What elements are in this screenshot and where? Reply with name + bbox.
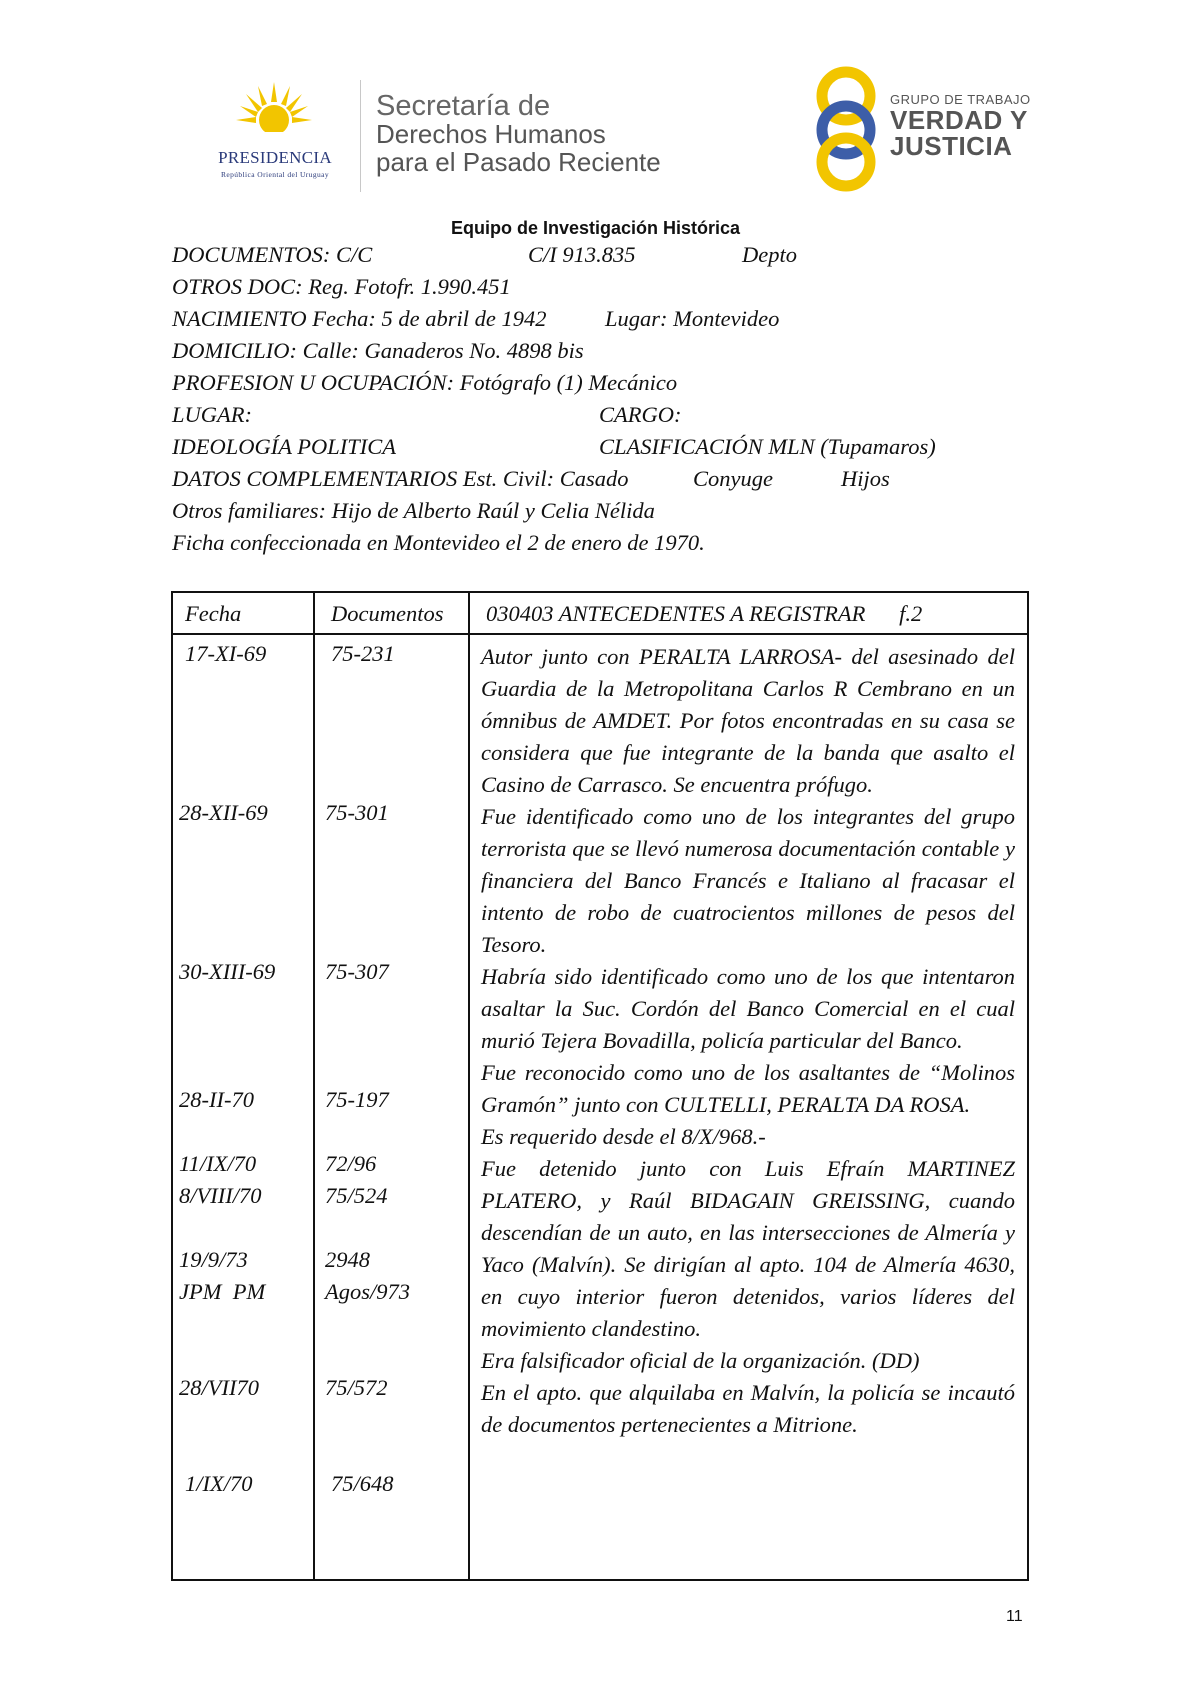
field-profesion xyxy=(172,370,1072,402)
field-otros-doc xyxy=(172,274,1072,306)
documento-item: 75/648 xyxy=(331,1471,394,1496)
grupo-title xyxy=(890,92,1031,159)
antecedente-paragraph: Fue reconocido como uno de los asaltantes de “Molinos Gramón” junto con CULTELLI, PERALTA DA ROSA. xyxy=(481,1060,1015,1117)
page-number: 11 xyxy=(1006,1608,1023,1625)
ficha-text: Ficha confeccionada en Montevideo el 2 de enero de 1970. xyxy=(172,530,705,555)
antecedentes-text xyxy=(470,635,1027,1441)
field-nacimiento xyxy=(172,306,1072,338)
secretaria-line-3: para el Pasado Reciente xyxy=(376,147,661,177)
antecedente-paragraph: Fue detenido junto con Luis Efraín MARTINEZ PLATERO, y Raúl BIDAGAIN GREISSING, cuando descendían de un auto, en las intersecciones de Almería y Yaco (Malvín). Se dirigían al apto. 104 de Almería 4630, en cuyo interior fueron detenidos, varios líderes del movimiento clandestino. xyxy=(481,1156,1015,1341)
fecha-item: 28-II-70 xyxy=(179,1087,254,1112)
cargo-label: CARGO: xyxy=(599,402,682,427)
field-otros-familiares xyxy=(172,498,1072,530)
secretaria-line-2: Derechos Humanos xyxy=(376,119,606,149)
grupo-line-1: GRUPO DE TRABAJO xyxy=(890,92,1031,107)
documento-item: 72/96 xyxy=(325,1151,377,1176)
fecha-item: 30-XIII-69 xyxy=(179,959,276,984)
header-antecedentes-cell xyxy=(469,592,1028,634)
personal-data-fields xyxy=(172,242,1072,562)
documento-item: 2948 xyxy=(325,1247,370,1272)
fechas-column xyxy=(172,634,314,1580)
documentos-label: DOCUMENTOS: C/C xyxy=(172,242,373,267)
grupo-line-3: JUSTICIA xyxy=(890,131,1013,161)
antecedente-paragraph: Era falsificador oficial de la organización. (DD) xyxy=(481,1348,920,1373)
presidencia-subtitle: República Oriental del Uruguay xyxy=(220,170,329,179)
team-title: Equipo de Investigación Histórica xyxy=(450,218,741,238)
ideologia-label: IDEOLOGÍA POLITICA xyxy=(172,434,396,459)
table-header-row xyxy=(172,592,1028,634)
presidencia-logo xyxy=(196,80,354,204)
field-ficha xyxy=(172,530,1072,562)
grupo-line-2: VERDAD Y xyxy=(890,105,1028,135)
fecha-item: 8/VIII/70 xyxy=(179,1183,262,1208)
fecha-item: 28/VII70 xyxy=(179,1375,259,1400)
header-divider xyxy=(360,80,361,192)
datos-complementarios-label: DATOS COMPLEMENTARIOS Est. Civil: Casado xyxy=(172,466,629,491)
secretaria-title xyxy=(376,92,661,176)
documentos-ci: C/I 913.835 xyxy=(528,242,636,267)
documento-item: 75-307 xyxy=(325,959,389,984)
documento-item: 75-301 xyxy=(325,800,389,825)
antecedente-paragraph: Fue identificado como uno de los integrantes del grupo terrorista que se llevó numerosa documentación contable y financiera del Banco Francés e Italiano al fracasar el intento de robo de cuatrocientos millones de pesos del Tesoro. xyxy=(481,804,1015,957)
header-documentos: Documentos xyxy=(331,601,444,626)
field-documentos xyxy=(172,242,1072,274)
domicilio-text: DOMICILIO: Calle: Ganaderos No. 4898 bis xyxy=(172,338,584,363)
documento-item: Agos/973 xyxy=(325,1279,411,1304)
profesion-text: PROFESION U OCUPACIÓN: Fotógrafo (1) Mecánico xyxy=(172,370,678,395)
documento-item: 75/524 xyxy=(325,1183,388,1208)
conyuge-label: Conyuge xyxy=(693,466,773,491)
header-antecedentes: 030403 ANTECEDENTES A REGISTRAR f.2 xyxy=(486,601,923,626)
nacimiento-fecha: NACIMIENTO Fecha: 5 de abril de 1942 xyxy=(172,306,547,331)
fecha-item: 1/IX/70 xyxy=(185,1471,253,1496)
fecha-item: 11/IX/70 xyxy=(179,1151,257,1176)
field-datos-complementarios xyxy=(172,466,1072,498)
page-header xyxy=(0,58,1191,198)
field-lugar xyxy=(172,402,1072,434)
field-domicilio xyxy=(172,338,1072,370)
antecedente-paragraph: Es requerido desde el 8/X/968.- xyxy=(481,1124,766,1149)
documento-item: 75/572 xyxy=(325,1375,388,1400)
antecedente-paragraph: En el apto. que alquilaba en Malvín, la policía se incautó de documentos pertenecientes a Mitrione. xyxy=(481,1380,1015,1437)
antecedentes-table xyxy=(171,591,1029,1581)
documento-item: 75-231 xyxy=(331,641,395,666)
fecha-item: 19/9/73 xyxy=(179,1247,248,1272)
otros-familiares-text: Otros familiares: Hijo de Alberto Raúl y Celia Nélida xyxy=(172,498,655,523)
header-fecha-cell xyxy=(172,592,314,634)
table-body-row xyxy=(172,634,1028,1580)
nacimiento-lugar: Lugar: Montevideo xyxy=(605,306,780,331)
otros-doc-text: OTROS DOC: Reg. Fotofr. 1.990.451 xyxy=(172,274,511,299)
secretaria-line-1: Secretaría de xyxy=(376,90,551,122)
header-documentos-cell xyxy=(314,592,469,634)
antecedentes-column xyxy=(469,634,1028,1580)
fecha-item: 28-XII-69 xyxy=(179,800,268,825)
sun-icon xyxy=(234,80,314,146)
lugar-label: LUGAR: xyxy=(172,402,252,427)
hijos-label: Hijos xyxy=(841,466,890,491)
fecha-item: JPM PM xyxy=(179,1279,266,1304)
antecedente-paragraph: Habría sido identificado como uno de los que intentaron asaltar la Suc. Cordón del Banco Comercial en el cual murió Tejera Bovadilla, policía particular del Banco. xyxy=(481,964,1015,1053)
fecha-item: 17-XI-69 xyxy=(185,641,267,666)
documentos-column xyxy=(314,634,469,1580)
antecedente-paragraph: Autor junto con PERALTA LARROSA- del asesinado del Guardia de la Metropolitana Carlos R Cembrano en un ómnibus de AMDET. Por fotos encontradas en su casa se considera que fue integrante de la banda que asalto el Casino de Carrasco. Se encuentra prófugo. xyxy=(481,644,1015,797)
field-ideologia xyxy=(172,434,1072,466)
header-fecha: Fecha xyxy=(185,601,242,626)
documentos-depto: Depto xyxy=(742,242,797,267)
documento-item: 75-197 xyxy=(325,1087,389,1112)
presidencia-name: PRESIDENCIA xyxy=(218,148,332,167)
clasificacion-text: CLASIFICACIÓN MLN (Tupamaros) xyxy=(599,434,936,459)
